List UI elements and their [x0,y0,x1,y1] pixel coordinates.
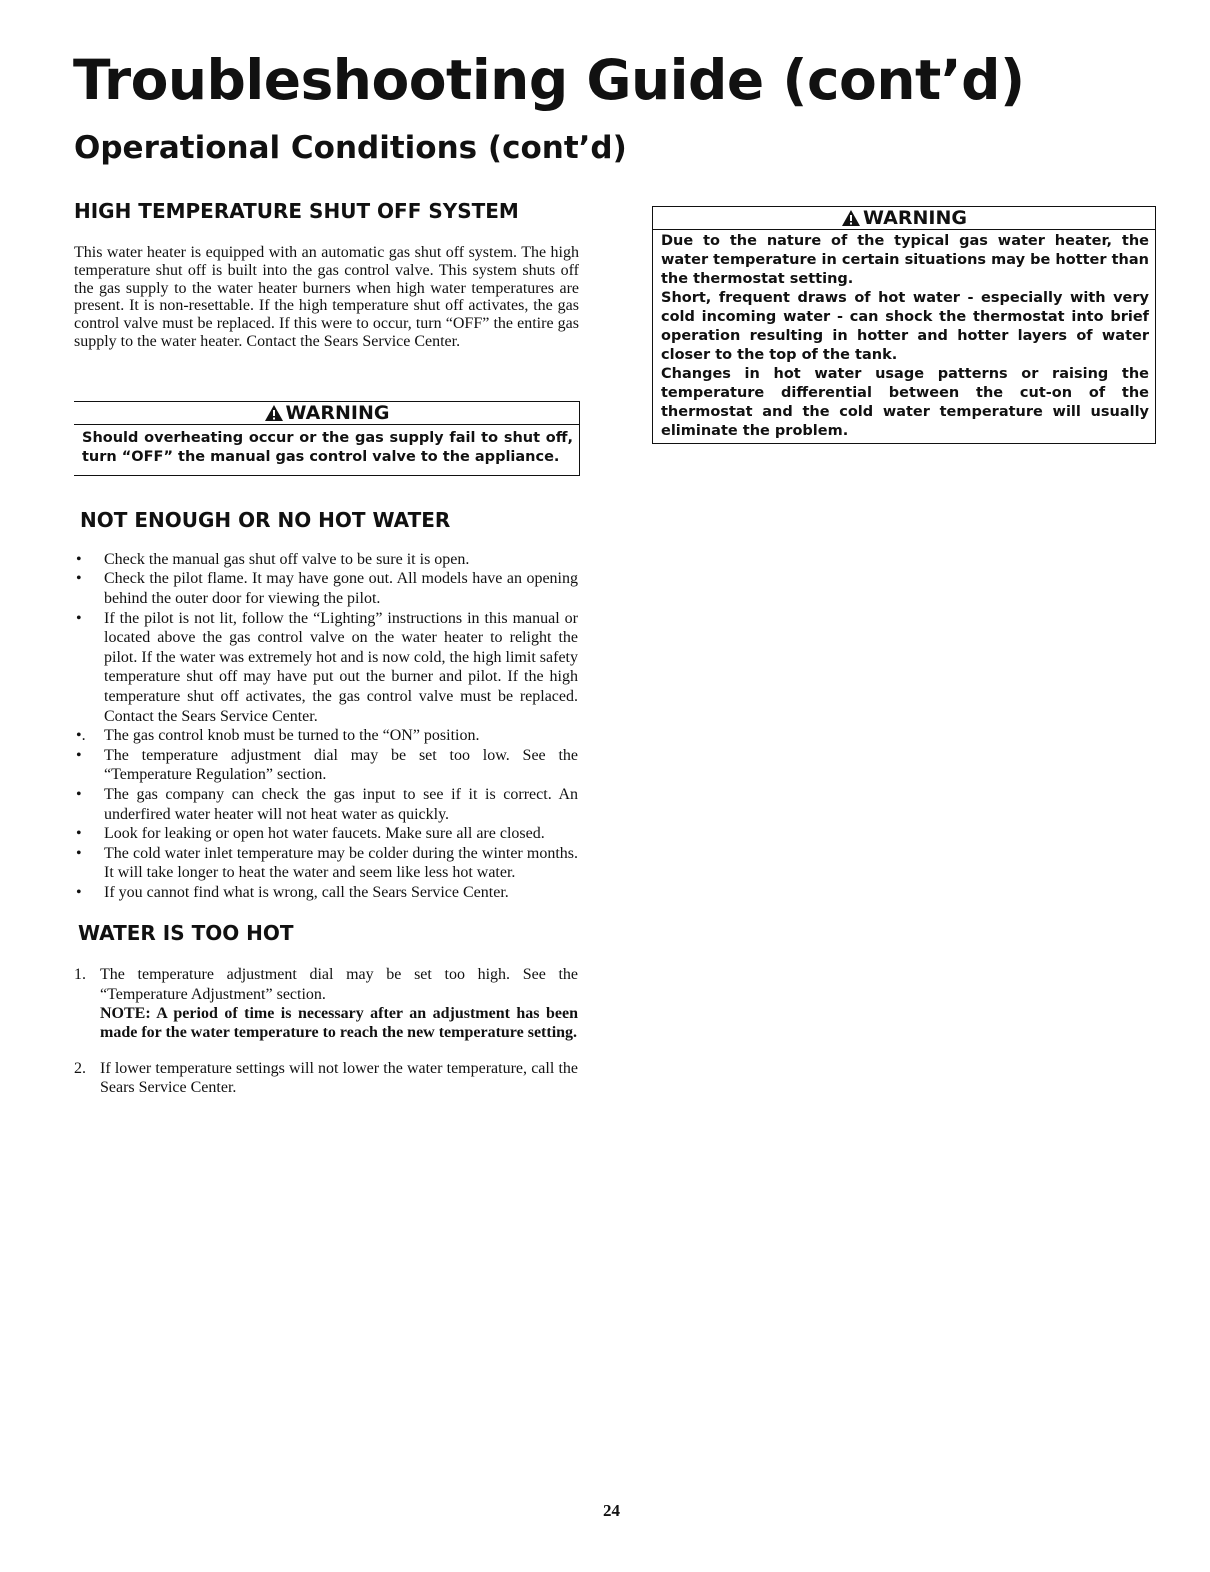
bullet-dot: •. [76,727,86,745]
list-item-text: Look for leaking or open hot water faucets. Make sure all are closed. [104,825,545,843]
list-item-text: Check the manual gas shut off valve to be sure it is open. [104,550,470,568]
bullet-dot: • [76,883,82,901]
bullet-dot: • [76,785,82,803]
list-item [74,1059,578,1097]
warning-box-right [652,206,1156,444]
list-item-text: The gas company can check the gas input to see if it is correct. An underfired water heater will not heat water as quickly. [104,785,578,823]
warning-body-right [653,230,1155,443]
warning-title-left [74,402,579,425]
high-temp-section [74,197,584,351]
warning-title-right [653,207,1155,230]
list-item-text: If the pilot is not lit, follow the “Lighting” instructions in this manual or located above the gas control valve on the water heater to relight the pilot. If the water was extremely hot and is now cold, the high limit safety temperature shut off may have put out the burner and pilot. If the high temperature shut off activates, the gas control valve must be replaced. Contact the Sears Service Center. [104,609,578,725]
list-item-text: The cold water inlet temperature may be colder during the winter months. It will take longer to heat the water and seem like less hot water. [104,844,578,882]
bullet-dot: • [76,570,82,588]
list-item-text: The temperature adjustment dial may be set too high. See the “Temperature Adjustment” section. [100,966,578,1003]
warning-body-left [74,425,579,475]
list-item [74,746,578,785]
high-temp-body: This water heater is equipped with an automatic gas shut off system. The high temperature shut off is built into the gas control valve. This system shuts off the gas supply to the water heater burners when high water temperatures are present. It is non-resettable. If the high temperature shut off activates, the gas control valve must be replaced. If this were to occur, turn “OFF” the entire gas supply to the water heater. Contact the Sears Service Center. [74,244,579,350]
warning-triangle-icon [264,404,284,422]
not-enough-section [74,506,584,903]
not-enough-list [74,550,578,903]
list-item [74,965,578,1042]
list-item [74,785,578,824]
left-column [74,197,584,1098]
warning-title-text: WARNING [285,401,390,424]
list-item [74,726,578,746]
list-item [74,844,578,883]
page-subtitle: Operational Conditions (cont’d) [74,130,627,166]
warning-box-left [74,401,580,476]
right-column [652,206,1156,444]
warning-paragraph: Short, frequent draws of hot water - especially with very cold incoming water - can shock the thermostat into brief operation resulting in hotter and hotter layers of water closer to the top of the tank. [661,290,1149,363]
not-enough-heading: NOT ENOUGH OR NO HOT WATER [80,507,451,532]
warning-paragraph: Changes in hot water usage patterns or raising the temperature differential between the cut-on of the thermostat and the cold water temperature will usually eliminate the problem. [661,366,1149,439]
note-text: NOTE: A period of time is necessary after an adjustment has been made for the water temperature to reach the new temperature setting. [100,1004,578,1042]
list-item-text: If you cannot find what is wrong, call the Sears Service Center. [104,883,509,901]
list-number: 2. [74,1060,86,1078]
warning-triangle-icon [841,209,861,227]
list-number: 1. [74,966,86,984]
page-title: Troubleshooting Guide (cont’d) [73,48,1025,112]
too-hot-heading: WATER IS TOO HOT [78,921,294,946]
list-item-text: If lower temperature settings will not lower the water temperature, call the Sears Service Center. [100,1060,578,1097]
page-number: 24 [603,1501,620,1520]
too-hot-list [74,965,578,1097]
list-item [74,824,578,844]
warning-paragraph: Due to the nature of the typical gas water heater, the water temperature in certain situations may be hotter than the thermostat setting. [661,233,1149,287]
bullet-dot: • [76,550,82,568]
warning-title-text: WARNING [863,207,967,229]
list-item-text: The gas control knob must be turned to the “ON” position. [104,727,480,745]
bullet-dot: • [76,825,82,843]
bullet-dot: • [76,844,82,862]
bullet-dot: • [76,746,82,764]
warning-text-left: Should overheating occur or the gas supply fail to shut off, turn “OFF” the manual gas control valve to the appliance. [82,429,573,465]
list-item [74,609,578,727]
too-hot-section [74,919,584,1097]
high-temp-heading: HIGH TEMPERATURE SHUT OFF SYSTEM [74,199,519,223]
bullet-dot: • [76,609,82,627]
list-item [74,569,578,608]
list-item-text: Check the pilot flame. It may have gone out. All models have an opening behind the outer door for viewing the pilot. [104,570,578,607]
list-item [74,550,578,570]
list-item-text: The temperature adjustment dial may be set too low. See the “Temperature Regulation” section. [104,746,578,784]
list-item [74,883,578,903]
